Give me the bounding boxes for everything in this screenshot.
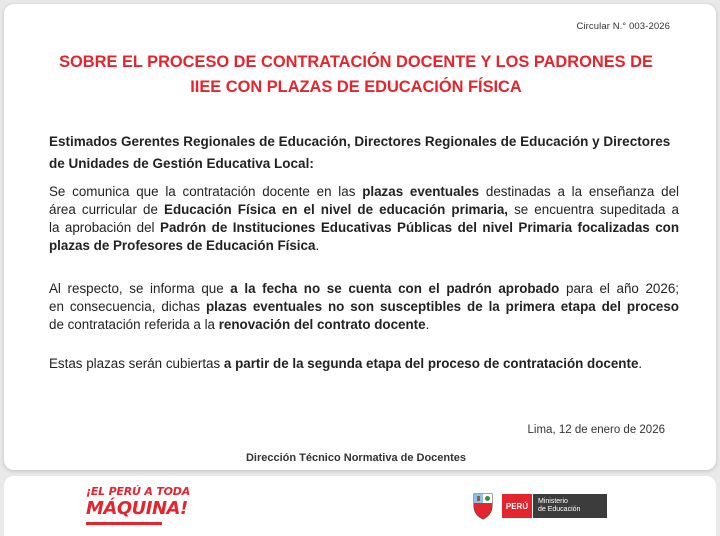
text-segment: área curricular de (49, 202, 165, 217)
coat-of-arms-icon (471, 491, 495, 521)
bold-segment: a la fecha no se cuenta con el padrón aprobado (230, 281, 560, 296)
ministry-line-1: Ministerio (538, 498, 568, 505)
slogan-line-2: MÁQUINA! (86, 498, 188, 519)
ministry-line-2: de Educación (538, 506, 581, 513)
peru-label: PERÚ (502, 494, 532, 518)
text-segment: Al respecto, se informa que (49, 281, 231, 296)
bold-segment: plazas eventuales (362, 184, 480, 199)
bold-segment: plazas de Profesores de Educación Física (49, 238, 316, 253)
paragraph-2 (49, 280, 679, 334)
paragraph-1-line-1 (49, 183, 679, 201)
bold-segment: Educación Física en el nivel de educación primaria, (164, 202, 508, 217)
text-segment: . (638, 356, 643, 371)
title-line-2: IIEE CON PLAZAS DE EDUCACIÓN FÍSICA (190, 78, 522, 96)
text-segment: . (315, 238, 320, 253)
bold-segment: renovación del contrato docente (218, 317, 426, 332)
paragraph-1-line-2 (49, 201, 679, 219)
paragraph-2-line-3 (49, 316, 679, 334)
paragraph-1-line-3 (49, 219, 679, 237)
bold-segment: Padrón de Instituciones Educativas Públicas del nivel Primaria focalizadas con (160, 220, 680, 235)
title-line-1: SOBRE EL PROCESO DE CONTRATACIÓN DOCENTE Y LOS PADRONES DE (59, 53, 653, 71)
paragraph-3-line-1 (49, 355, 679, 373)
text-segment: Estas plazas serán cubiertas (49, 356, 224, 371)
paragraph-1-line-4 (49, 237, 679, 255)
paragraph-1 (49, 183, 679, 255)
paragraph-2-line-2 (49, 298, 679, 316)
text-segment: en consecuencia, dichas (49, 299, 206, 314)
salutation-line-1: Estimados Gerentes Regionales de Educación, Directores Regionales de Educación y Directores (49, 134, 671, 149)
date-place: Lima, 12 de enero de 2026 (527, 424, 665, 436)
slogan-underline (86, 522, 162, 525)
text-segment: se encuentra supeditada a (508, 202, 679, 217)
circular-number: Circular N.° 003-2026 (576, 21, 670, 32)
signature: Dirección Técnico Normativa de Docentes (245, 452, 467, 464)
salutation-line-2: de Unidades de Gestión Educativa Local: (49, 156, 314, 171)
document-title (0, 50, 712, 100)
text-segment: destinadas a la enseñanza del (479, 184, 680, 199)
text-segment: la aprobación del (49, 220, 161, 235)
bold-segment: plazas eventuales no son susceptibles de la primera etapa del proceso (205, 299, 679, 314)
paragraph-3 (49, 355, 679, 373)
ministry-logo (533, 494, 607, 518)
paragraph-2-line-1 (49, 280, 679, 298)
slogan-line-1: ¡EL PERÚ A TODA (86, 485, 191, 498)
text-segment: para el año 2026; (559, 281, 679, 296)
text-segment: . (425, 317, 430, 332)
slogan-logo (86, 486, 190, 520)
text-segment: de contratación referida a la (49, 317, 219, 332)
bold-segment: a partir de la segunda etapa del proceso de contratación docente (223, 356, 639, 371)
salutation (49, 131, 679, 175)
text-segment: Se comunica que la contratación docente en las (49, 184, 363, 199)
